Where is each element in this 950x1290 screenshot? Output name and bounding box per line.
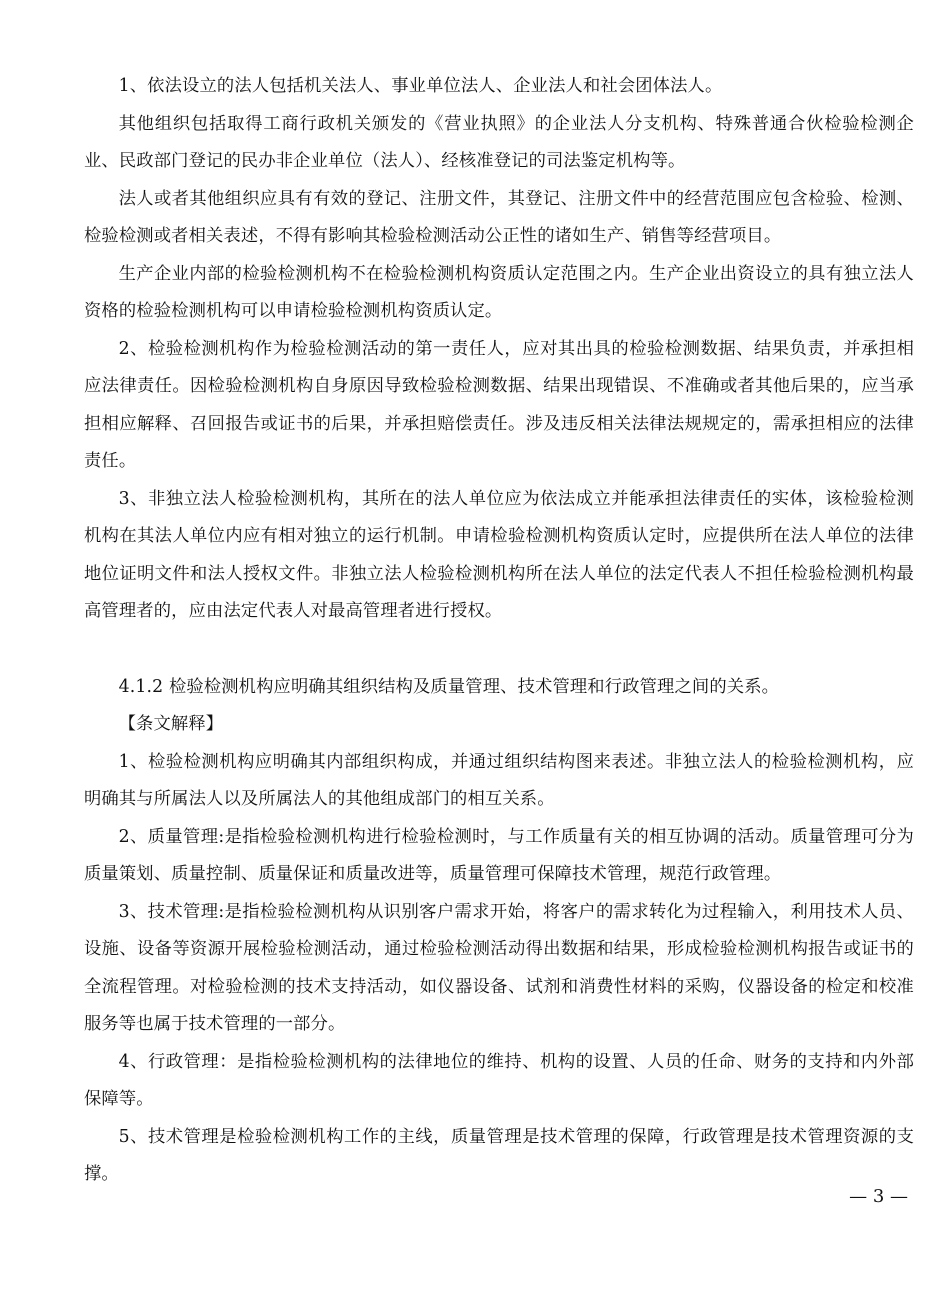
paragraph-first-responsible-party: 2、检验检测机构作为检验检测活动的第一责任人，应对其出具的检验检测数据、结果负责，并承担相应法律责任。因检验检测机构自身原因导致检验检测数据、结果出现错误、不准确或者其他后果的，应当承担相应解释、召回报告或证书的后果，并承担赔偿责任。涉及违反相关法律法规规定的，需承担相应的法律责任。 [84, 338, 914, 471]
paragraph-quality-management: 2、质量管理:是指检验检测机构进行检验检测时，与工作质量有关的相互协调的活动。质量管理可分为质量策划、质量控制、质量保证和质量改进等，质量管理可保障技术管理，规范行政管理。 [84, 826, 914, 884]
paragraph-non-independent-entities: 3、非独立法人检验检测机构，其所在的法人单位应为依法成立并能承担法律责任的实体，该检验检测机构在其法人单位内应有相对独立的运行机制。申请检验检测机构资质认定时，应提供所在法人单位的法律地位证明文件和法人授权文件。非独立法人检验检测机构所在法人单位的法定代表人不担任检验检测机构最高管理者的，应由法定代表人对最高管理者进行授权。 [84, 488, 914, 621]
document-body [84, 68, 914, 1194]
paragraph-administrative-management: 4、行政管理：是指检验检测机构的法律地位的维持、机构的设置、人员的任命、财务的支持和内外部保障等。 [84, 1051, 914, 1109]
clause-heading-4-1-2: 4.1.2 检验检测机构应明确其组织结构及质量管理、技术管理和行政管理之间的关系。 [118, 676, 780, 697]
paragraph-management-relationship: 5、技术管理是检验检测机构工作的主线，质量管理是技术管理的保障，行政管理是技术管理资源的支撑。 [84, 1126, 914, 1184]
paragraph-registration-documents: 法人或者其他组织应具有有效的登记、注册文件，其登记、注册文件中的经营范围应包含检验、检测、检验检测或者相关表述，不得有影响其检验检测活动公正性的诸如生产、销售等经营项目。 [84, 188, 914, 246]
paragraph-other-organizations: 其他组织包括取得工商行政机关颁发的《营业执照》的企业法人分支机构、特殊普通合伙检验检测企业、民政部门登记的民办非企业单位（法人）、经核准登记的司法鉴定机构等。 [84, 113, 914, 171]
clause-explanation-label: 【条文解释】 [118, 714, 224, 734]
section-spacer [84, 631, 914, 669]
page-number: — 3 — [849, 1186, 908, 1207]
paragraph-technical-management: 3、技术管理:是指检验检测机构从识别客户需求开始，将客户的需求转化为过程输入，利用技术人员、设施、设备等资源开展检验检测活动，通过检验检测活动得出数据和结果，形成检验检测机构报告或证书的全流程管理。对检验检测的技术支持活动，如仪器设备、试剂和消费性材料的采购，仪器设备的检定和校准服务等也属于技术管理的一部分。 [84, 901, 914, 1034]
paragraph-organization-structure: 1、检验检测机构应明确其内部组织构成，并通过组织结构图来表述。非独立法人的检验检测机构，应明确其与所属法人以及所属法人的其他组成部门的相互关系。 [84, 751, 914, 809]
paragraph-production-enterprises: 生产企业内部的检验检测机构不在检验检测机构资质认定范围之内。生产企业出资设立的具有独立法人资格的检验检测机构可以申请检验检测机构资质认定。 [84, 263, 914, 321]
paragraph-legal-entities: 1、依法设立的法人包括机关法人、事业单位法人、企业法人和社会团体法人。 [118, 76, 723, 96]
